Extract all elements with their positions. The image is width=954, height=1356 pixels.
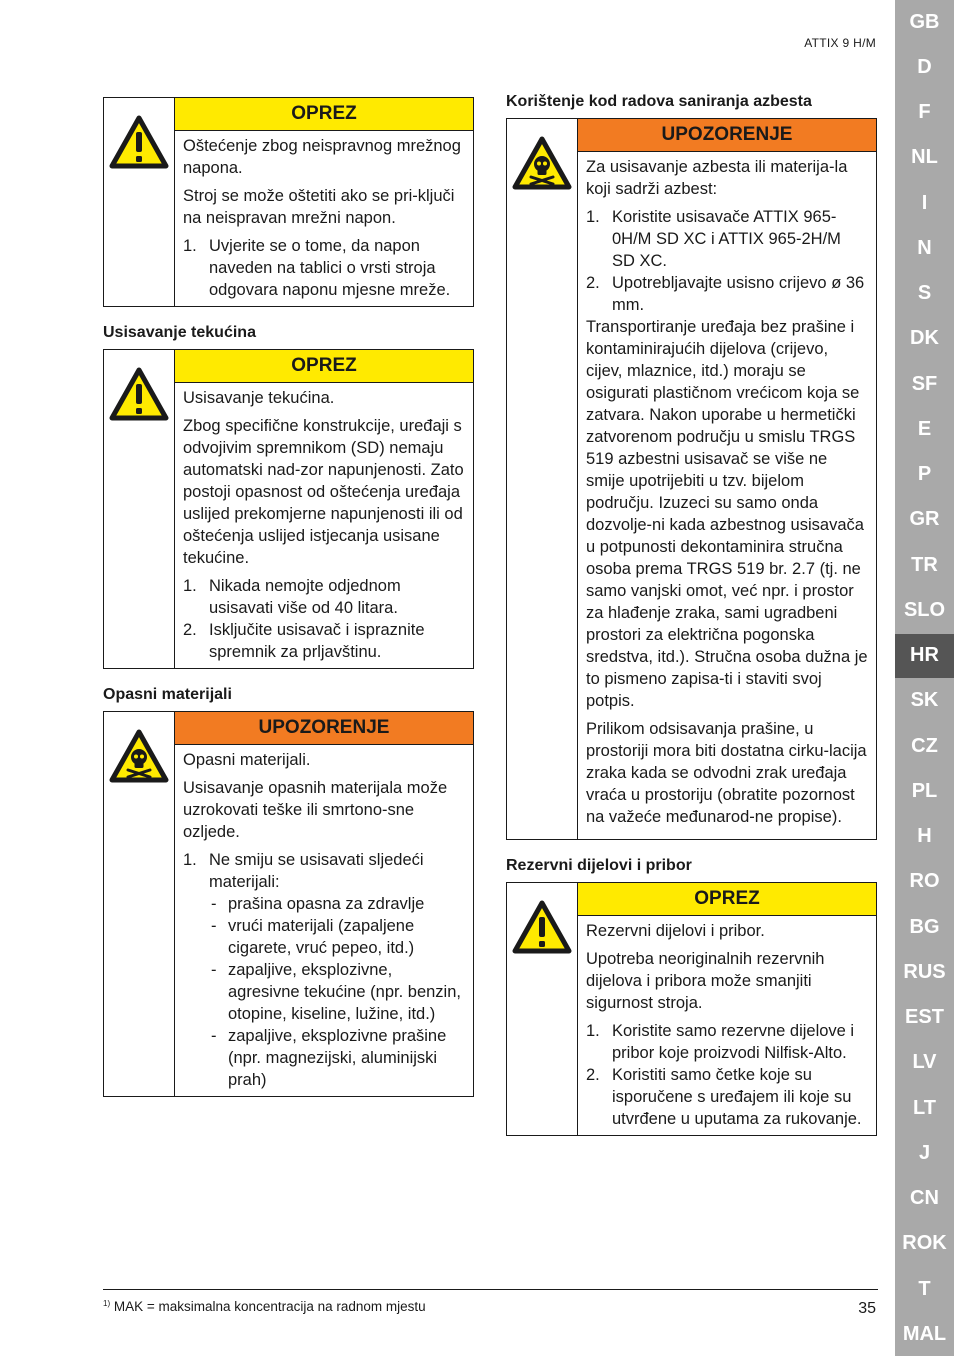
language-tab-gb[interactable]: GB — [895, 0, 954, 44]
dash-item: - zapaljive, eksplozivne, agresivne tekućine (npr. benzin, otopine, kiseline, lužine, itd.) — [211, 961, 461, 1023]
notice-paragraph: Zbog specifične konstrukcije, uređaji s odvojivim spremnikom (SD) nemaju automatski nad-zor napunjenosti. Zato postoji opasnost od oštećenja uređaja uslijed prekomjerne napunjenosti ili od oštećenja uslijed istjecanja usisane tekućine. — [183, 417, 464, 567]
language-tab-sf[interactable]: SF — [895, 362, 954, 406]
language-tab-est[interactable]: EST — [895, 996, 954, 1040]
section-title-spare-parts: Rezervni dijelovi i pribor — [506, 857, 692, 874]
footnote: $^{1)}$ MAK = maksimalna koncentracija na radnom mjestu — [103, 1299, 426, 1314]
notice-paragraph: Oštećenje zbog neispravnog mrežnog napona. — [183, 137, 461, 177]
page-number: 35 — [858, 1300, 876, 1317]
footer-divider — [103, 1289, 878, 1290]
language-tab-j[interactable]: J — [895, 1131, 954, 1175]
language-tab-h[interactable]: H — [895, 815, 954, 859]
language-tab-lt[interactable]: LT — [895, 1086, 954, 1130]
notice-title: OPREZ — [175, 98, 473, 131]
language-tabs — [895, 0, 954, 1354]
header-model-name: ATTIX 9 H/M — [804, 36, 876, 50]
notice-step: 1. Uvjerite se o tome, da napon naveden na tablici o vrsti stroja odgovara naponu mjesne mreže. — [183, 237, 451, 299]
language-tab-rus[interactable]: RUS — [895, 950, 954, 994]
section-title-asbestos: Korištenje kod radova saniranja azbesta — [506, 93, 812, 110]
notice-paragraph: Rezervni dijelovi i pribor. — [586, 922, 765, 940]
notice-paragraph: Opasni materijali. — [183, 751, 311, 769]
warning-exclamation-icon — [104, 350, 175, 668]
language-tab-pl[interactable]: PL — [895, 769, 954, 813]
language-tab-bg[interactable]: BG — [895, 905, 954, 949]
language-tab-sk[interactable]: SK — [895, 679, 954, 723]
notice-title: OPREZ — [578, 883, 876, 916]
notice-step: 2. Upotrebljavajte usisno crijevo ø 36 mm. — [586, 274, 865, 314]
language-tab-slo[interactable]: SLO — [895, 588, 954, 632]
warning-exclamation-icon — [104, 98, 175, 306]
language-tab-d[interactable]: D — [895, 45, 954, 89]
warning-notice-asbestos — [506, 118, 877, 840]
caution-notice-liquids — [103, 349, 474, 669]
notice-step: 2. Koristiti samo četke koje su isporučene s uređajem ili koje su utvrđene u uputama za rukovanje. — [586, 1066, 862, 1128]
notice-title: UPOZORENJE — [578, 119, 876, 152]
language-tab-n[interactable]: N — [895, 226, 954, 270]
section-title-liquids: Usisavanje tekućina — [103, 324, 256, 341]
language-tab-s[interactable]: S — [895, 272, 954, 316]
dash-item: - prašina opasna za zdravlje — [211, 895, 425, 913]
notice-title: UPOZORENJE — [175, 712, 473, 745]
language-tab-f[interactable]: F — [895, 91, 954, 135]
dash-item: - zapaljive, eksplozivne prašine (npr. magnezijski, aluminijski prah) — [211, 1027, 447, 1089]
notice-paragraph: Usisavanje tekućina. — [183, 389, 335, 407]
toxic-skull-icon — [507, 119, 578, 839]
language-tab-t[interactable]: T — [895, 1267, 954, 1311]
toxic-skull-icon — [104, 712, 175, 1096]
language-tab-ro[interactable]: RO — [895, 860, 954, 904]
right-column — [506, 93, 877, 1153]
notice-step: 1. Ne smiju se usisavati sljedeći materijali: - prašina opasna za zdravlje - vrući materijali (zapaljene cigarete, vruć pepeo, itd.) - zapaljive, eksplozivne, agresivne tekućine (npr. benzin, otopine, kiseline, lužine, itd.) - zapaljive, eksplozivne prašine (npr. magnezijski, aluminijski prah) — [183, 849, 465, 1091]
caution-notice-voltage — [103, 97, 474, 307]
dash-item: - vrući materijali (zapaljene cigarete, vruć pepeo, itd.) — [211, 917, 415, 957]
notice-paragraph: Stroj se može oštetiti ako se pri-ključi na neispravan mrežni napon. — [183, 187, 455, 227]
language-tab-e[interactable]: E — [895, 407, 954, 451]
notice-paragraph: Usisavanje opasnih materijala može uzrokovati teške ili smrtono-sne ozljede. — [183, 779, 448, 841]
left-column — [103, 97, 474, 1114]
notice-step: 1. Nikada nemojte odjednom usisavati više od 40 litara. — [183, 577, 401, 617]
language-tab-gr[interactable]: GR — [895, 498, 954, 542]
language-tab-lv[interactable]: LV — [895, 1041, 954, 1085]
notice-step: 1. Koristite samo rezervne dijelove i pribor koje proizvodi Nilfisk-Alto. — [586, 1022, 855, 1062]
notice-title: OPREZ — [175, 350, 473, 383]
caution-notice-spare-parts — [506, 882, 877, 1136]
section-title-hazardous: Opasni materijali — [103, 686, 232, 703]
warning-exclamation-icon — [507, 883, 578, 1135]
notice-paragraph: Upotreba neoriginalnih rezervnih dijelova i pribora može smanjiti sigurnost stroja. — [586, 950, 825, 1012]
language-tab-tr[interactable]: TR — [895, 543, 954, 587]
notice-step: 2. Isključite usisavač i ispraznite spremnik za prljavštinu. — [183, 621, 425, 661]
language-tab-cn[interactable]: CN — [895, 1177, 954, 1221]
notice-paragraph: Transportiranje uređaja bez prašine i kontaminirajućih dijelova (crijevo, cijev, mlaznice, itd.) moraju se osigurati plastičnom vrećicom koja se zatvara. Nakon uporabe u hermetički zatvorenom području u smislu TRGS 519 azbestni usisavač se više ne smije upotrijebiti u tzv. bijelom području. Izuzeci su samo onda dozvolje-ni kada azbestnog usisavača u potpunosti dekontaminira stručna osoba prema TRGS 519 br. 2.7 (tj. ne samo vanjski omot, već npr. i prostor za hlađenje zraka, sami ugradbeni prostori za električna pogonska sredstva, itd.). Stručna osoba dužna je to pismeno zapisa-ti i staviti svoj potpis. — [586, 318, 868, 710]
language-tab-rok[interactable]: ROK — [895, 1222, 954, 1266]
notice-paragraph: Prilikom odsisavanja prašine, u prostoriji mora biti dostatna cirku-lacija zraka kada se odvodni zrak uređaja vraća u prostoriju (obratite pozornost na važeće međunarod-ne propise). — [586, 720, 867, 826]
language-tab-hr[interactable]: HR — [895, 634, 954, 678]
language-tab-p[interactable]: P — [895, 453, 954, 497]
language-tab-dk[interactable]: DK — [895, 317, 954, 361]
language-tab-i[interactable]: I — [895, 181, 954, 225]
notice-step: 1. Koristite usisavače ATTIX 965-0H/M SD XC i ATTIX 965-2H/M SD XC. — [586, 208, 841, 270]
warning-notice-hazardous — [103, 711, 474, 1097]
notice-paragraph: Za usisavanje azbesta ili materija-la koji sadrži azbest: — [586, 158, 848, 198]
language-tab-cz[interactable]: CZ — [895, 724, 954, 768]
language-tab-nl[interactable]: NL — [895, 136, 954, 180]
language-tab-mal[interactable]: MAL — [895, 1312, 954, 1356]
